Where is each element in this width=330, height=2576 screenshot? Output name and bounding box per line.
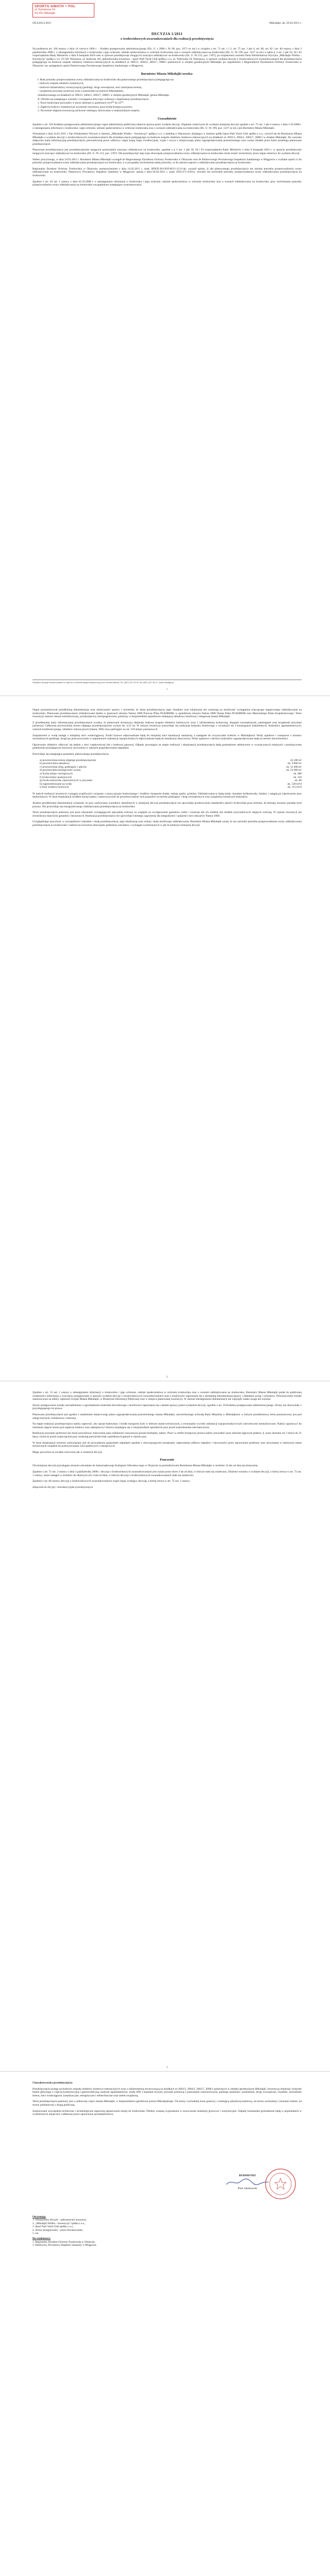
- page-2-body: [32, 708, 302, 830]
- paragraph: Teren przedsięwzięcia położony jest poza obszarami wymagającymi specjalnej ochrony ze względu na występowanie gatunków roślin i zwierząt lub ich siedlisk lub siedlisk przyrodniczych objętych ochroną. W rejonie inwestycji nie stwierdzono stanowisk gatunków chronionych. Realizacja przedsięwzięcia nie spowoduje istotnego zagrożenia dla integralności i spójności sieci obszarów Natura 2000.: [32, 811, 302, 818]
- parameter-label: e) liczba miejsc noclegowych: [40, 772, 73, 775]
- list-item: – urządzeniu przystani jachtowej wraz z pomostami na jeziorze Mikołajskim,: [38, 90, 124, 93]
- recipient-item: 3. Sport Park Yacht Club spółka z o.o.,: [32, 2225, 74, 2229]
- parameter-row: [40, 783, 302, 786]
- paragraph: Wnioskiem z dnia 14.01.2011 r. Pan Włodzimierz Wyrzyk w imieniu „Mikołajki Wielka – Inwestycja” spółka z o.o. z siedzibą w Warszawie, działający w imieniu spółki Sport Park Yacht Club spółka z o.o., zwrócił się do Burmistrza Miasta Mikołajki o wydanie decyzji o środowiskowych uwarunkowaniach dla przedsięwzięcia polegającego na budowie zespołu obiektów hotelowo-rekreacyjnych na działkach nr 2003/2, 2004/2, 2003/7, 2008/1 w obrębie Mikołajki. Do wniosku dołączono kartę informacyjną przedsięwzięcia, poświadczoną przez właściwy organ kopię mapy ewidencyjnej, wypis i wyrys z miejscowego planu zagospodarowania przestrzennego oraz wykaz działek przez które przebiega planowane przedsięwzięcie.: [32, 132, 302, 146]
- page-4-body: [32, 2081, 302, 2119]
- parameter-value: ok. 120 m³/d: [287, 782, 302, 786]
- list-item: 3. Na terenie objętym inwestycją zachować istniejący drzewostan w maksymalnym stopniu.: [38, 109, 140, 113]
- parameter-row: [40, 772, 302, 776]
- place-date: Mikołajki, dn. 29.03.2011 r.: [269, 22, 302, 25]
- footnote: Niniejsza decyzja została wydana w oparciu o dokumentację dostarczoną przez wnioskodawcę. Tel. (087) 421 90 00, fax (087) 421 90 01, www.mikolajki.pl: [32, 680, 302, 684]
- paragraph: Strony postępowania zostały zawiadomione o zgromadzeniu materiału dowodowego i możliwości zapoznania się z aktami sprawy przed wydaniem decyzji, zgodnie z art. 10 Kodeksu postępowania administracyjnego. Strony nie skorzystały z przysługującego im prawa.: [32, 1403, 302, 1411]
- parameter-value: ok. 60: [294, 779, 302, 783]
- page-number: 3: [166, 2066, 168, 2069]
- parameter-value: ok. 23 000 m²: [286, 769, 302, 772]
- paragraph: Zgodnie z art. 72 ust. 3 ustawy z dnia 3 października 2008 r. decyzja o środowiskowych uwarunkowaniach jest ważna przez okres 4 lat od dnia, w którym stała się ostateczna. Złożenie wniosku o wydanie decyzji, o której mowa w art. 72 ust. 1 ustawy, może nastąpić w terminie nie dłuższym niż 4 lata od dnia, w którym decyzja o środowiskowych uwarunkowaniach stała się ostateczna.: [32, 1470, 302, 1477]
- parameter-label: b) powierzchnia zabudowy: [40, 762, 70, 766]
- parameters-list: [40, 759, 302, 789]
- list-item: – budowie zespołu obiektów hotelowych,: [38, 82, 84, 86]
- reference-number: OŚ.6220.3.2011: [32, 22, 52, 25]
- parameter-value: ok. 115 m³/d: [287, 786, 302, 789]
- paragraph: W trakcie realizacji inwestycji wystąpią uciążliwości związane z pracą sprzętu budowlanego i środków transportu (hałas, emisja spalin, pylenie). Oddziaływania te będą miały charakter krótkotrwały, lokalny i ustąpią po zakończeniu prac budowlanych. W fazie eksploatacji źródłem emisji hałasu i zanieczyszczeń do powietrza będzie ruch pojazdów na terenie parkingów i dróg wewnętrznych oraz urządzenia techniczne budynków.: [32, 792, 302, 799]
- paragraph: Zastosowane rozwiązania techniczne i technologiczne zapewnią ograniczenie emisji do środowiska. Obiekty zostaną wyposażone w nowoczesne instalacje grzewcze i wentylacyjne. Odpady komunalne gromadzone będą w pojemnikach w wydzielonych miejscach i odbierane przez uprawnione przedsiębiorstwo.: [32, 2109, 302, 2116]
- orzeka-heading: Burmistrz Miasta Mikołajki orzeka:: [141, 72, 193, 76]
- parameter-label: i) ilość ścieków bytowych: [40, 786, 69, 789]
- parameter-label: g) liczba stanowisk cumowniczych w przystani: [40, 779, 92, 783]
- page-1-body: [32, 47, 302, 190]
- recipients-heading: Otrzymują:: [32, 2215, 46, 2218]
- document-subtitle: o środowiskowych uwarunkowaniach dla realizacji przedsięwzięcia: [120, 37, 214, 41]
- paragraph: Zgodnie z art. 104 Kodeksu postępowania administracyjnego organ administracji publicznej załatwia sprawę przez wydanie decyzji. Organem właściwym do wydania niniejszej decyzji zgodnie z art. 75 ust. 1 pkt 4 ustawy z dnia 3.10.2008 r. o udostępnianiu informacji o środowisku i jego ochronie, udziale społeczeństwa w ochronie środowiska oraz o ocenach oddziaływania na środowisko (Dz. U. Nr 199, poz. 1227 ze zm.) jest Burmistrz Miasta Mikołajki.: [32, 123, 302, 130]
- parameter-label: a) powierzchnia terenu objętego przedsięwzięciem: [40, 758, 96, 762]
- paragraph: Przedsięwzięcie polega na budowie zespołu obiektów hotelowo-rekreacyjnych wraz z infrastrukturą towarzyszącą na działkach nr 2003/2, 2004/2, 2003/7, 2008/1 położonych w obrębie geodezyjnym Mikołajki. Inwestycja obejmuje: budynek hotelu głównego z częścią konferencyjną i gastronomiczną, budynki apartamentowe, strefę SPA z basenem krytym, przystań jachtową z pomostami cumowniczymi, parkingi naziemne i podziemne, drogi wewnętrzne, chodniki, oświetlenie terenu, sieci wodociągowe, kanalizacyjne, energetyczne i teletechniczne oraz zieleń urządzoną.: [32, 2087, 302, 2097]
- page-number: 1: [166, 688, 168, 691]
- page-3-body: [32, 1391, 302, 1492]
- paragraph: Planowane przedsięwzięcie jest zgodne z ustaleniami miejscowego planu zagospodarowania przestrzennego miasta Mikołajki, zatwierdzonego uchwałą Rady Miejskiej w Mikołajkach, w którym przedmiotowy teren przeznaczony jest pod usługi turystyki, hotelarstwa i rekreacji.: [32, 1413, 302, 1420]
- parameter-value: ok. 310: [293, 775, 302, 779]
- paragraph: Przewiduje się następujące parametry planowanego przedsięwzięcia:: [32, 752, 109, 756]
- paragraph: Teren przedsięwzięcia położony jest w północnej części miasta Mikołajki, w bezpośrednim sąsiedztwie jeziora Mikołajskiego. Od strony wschodniej teren graniczy z istniejącą zabudową hotelową, od strony zachodniej z terenami zieleni, od strony południowej z drogą publiczną.: [32, 2100, 302, 2107]
- paragraph: Na etapie realizacji przedsięwzięcia należy zapewnić, aby sprzęt budowlany i środki transportu były w dobrym stanie technicznym, a ewentualne wycieki substancji ropopochodnych były niezwłocznie neutralizowane. Należy ograniczyć do minimum zajęcie terenu pod zaplecze budowy oraz zabezpieczyć drzewa znajdujące się w bezpośrednim sąsiedztwie prac przed uszkodzeniem mechanicznym.: [32, 1422, 302, 1429]
- list-item: 2. Zaplecze budowy zlokalizować na terenie inwestora, poza strefą brzegową jeziora.: [38, 105, 133, 109]
- uzasadnienie-heading: Uzasadnienie: [157, 116, 177, 121]
- parameter-label: c) powierzchnia dróg, parkingów i placów: [40, 765, 87, 769]
- list-item: zlokalizowanego na działkach nr 2003/2, 2004/2, 2003/7, 2008/1 w obrębie geodezyjnym Mikołajki, gmina Mikołajki.: [38, 93, 170, 97]
- list-item: II. Określa się następujące warunki i wymagania dotyczące realizacji i eksploatacji przedsięwzięcia:: [38, 97, 150, 101]
- paragraph: Wobec powyższego, w dniu 24.01.2011 r. Burmistrz Miasta Mikołajki wystąpił do Regionalnego Dyrektora Ochrony Środowiska w Olsztynie oraz do Państwowego Powiatowego Inspektora Sanitarnego w Mrągowie o wydanie opinii co do potrzeby przeprowadzenia oceny oddziaływania przedsięwzięcia na środowisko, a w przypadku stwierdzenia takiej potrzeby, co do zakresu raportu o oddziaływaniu przedsięwzięcia na środowisko.: [32, 158, 302, 165]
- parameter-row: [40, 762, 302, 766]
- signatory-name: Piotr Jakubowski: [238, 2187, 257, 2190]
- stamp-line-2: ul. Kamienna 14: [35, 8, 55, 11]
- signatory-role: BURMISTRZ: [239, 2174, 256, 2177]
- parameter-value: 45 200 m²: [290, 758, 302, 762]
- paragraph: Regionalny Dyrektor Ochrony Środowiska w Olsztynie, postanowieniem z dnia 14.02.2011 r. znak: RDOŚ-28-OOŚ-6613-12/11/ak, wyraził opinię, iż dla planowanego przedsięwzięcia nie istnieje potrzeba przeprowadzenia oceny oddziaływania na środowisko. Państwowy Powiatowy Inspektor Sanitarny w Mrągowie, opinią z dnia 04.02.2011 r. znak: ZNS.471-4/2011, również nie stwierdził potrzeby przeprowadzenia oceny oddziaływania przedsięwzięcia na środowisko.: [32, 167, 302, 178]
- notified-item: 1. Regionalny Dyrektor Ochrony Środowiska w Olsztynie,: [32, 2240, 95, 2244]
- paragraph: Realizacja przystani jachtowej nie może powodować zniszczenia pasa roślinności szuwarowej ponad niezbędny zakres. Prace w strefie brzegowej jeziora należy prowadzić poza okresem lęgowym ptaków, tj. poza okresem od 1 marca do 31 lipca, chyba że przed rozpoczęciem prac ornitolog potwierdzi brak zasiedlonych gniazd w rejonie prac.: [32, 1432, 302, 1438]
- paragraph: Uwzględniając powyższe, w szczególności charakter i skalę przedsięwzięcia, jego lokalizację oraz rodzaj i skalę możliwego oddziaływania, Burmistrz Miasta Mikołajki uznał, że nie zachodzi potrzeba przeprowadzenia oceny oddziaływania przedsięwzięcia na środowisko i nałożył na inwestora obowiązek spełnienia warunków i wymagań wymienionych w pkt II sentencji niniejszej decyzji.: [32, 820, 302, 827]
- document-title: DECYZJA 1/2011: [151, 32, 183, 36]
- page-divider: [0, 2071, 330, 2072]
- section-label: Charakterystyka przedsięwzięcia:: [32, 2081, 73, 2084]
- recipient-item: 5. a/a.: [32, 2232, 39, 2235]
- page-3: [32, 1386, 302, 2069]
- stamp-line-1: SPORTS SIMATH + POL: [35, 5, 76, 8]
- document-title-block: [32, 32, 302, 41]
- paragraph: Zgodnie z art. 63 ust. 1 ustawy z dnia 03.10.2008 r. o udostępnianiu informacji o środowisku i jego ochronie, udziale społeczeństwa w ochronie środowiska oraz o ocenach oddziaływania na środowisko, przy stwierdzaniu potrzeby przeprowadzenia oceny oddziaływania na środowisko uwzględniono następujące uwarunkowania:: [32, 180, 302, 187]
- parameter-row: [40, 786, 302, 789]
- stamp-line-3: 03-202 Mikołajki: [35, 12, 55, 15]
- attachment-note: Załącznik do decyzji: charakterystyka przedsięwzięcia: [32, 1485, 93, 1489]
- paragraph: Organ przeanalizował przedłożoną dokumentację oraz okoliczności sprawy i stwierdził, że skala przedsięwzięcia, jego charakter oraz lokalizacja nie wskazują na możliwość wystąpienia znaczącego negatywnego oddziaływania na środowisko. Planowane przedsięwzięcie zlokalizowane będzie w granicach obszaru Natura 2000 Puszcza Piska PLB280008, w sąsiedztwie obszaru Natura 2000 Ostoja Piska PLH280048 oraz Mazurskiego Parku Krajobrazowego. Teren inwestycji stanowi obszar zurbanizowany, przekształcony antropogenicznie, położony w bezpośrednim sąsiedztwie istniejącej zabudowy hotelowej i usługowej miasta Mikołajki.: [32, 708, 302, 719]
- list-item: – budowie infrastruktury towarzyszącej (parkingi, drogi wewnętrzne, sieci uzbrojenia terenu),: [38, 86, 142, 89]
- paragraph: W fazie eksploatacji inwestor zobowiązany jest do prowadzenia gospodarki odpadami zgodnie z obowiązującymi przepisami, zapewnienia odbioru odpadów i nieczystości przez uprawnione podmioty oraz utrzymania w należytym stanie technicznym urządzeń do podczyszczania wód opadowych i roztopowych.: [32, 1441, 302, 1448]
- paragraph: Ogrzewanie obiektów odbywać się będzie z sieci ciepłowniczej lub z kotłowni gazowej. Odpady powstające na etapie realizacji i eksploatacji przedsięwzięcia będą gromadzone selektywnie w wyznaczonych miejscach i przekazywane podmiotom posiadającym stosowne zezwolenia w zakresie gospodarowania odpadami.: [32, 743, 302, 750]
- parameter-row: [40, 759, 302, 762]
- parameter-row: [40, 779, 302, 783]
- parameter-label: h) zapotrzebowanie na wodę: [40, 782, 72, 786]
- page-number: 2: [166, 1376, 168, 1379]
- list-item: I. Brak potrzeby przeprowadzenia oceny oddziaływania na środowisko dla planowanego przedsięwzięcia polegającego na:: [38, 78, 174, 81]
- orzeka-list: [38, 78, 302, 113]
- parameter-label: f) liczba miejsc postojowych: [40, 775, 72, 779]
- recipient-item: 2. „Mikołajki Wielka – Inwestycja” spółka z o.o.,: [32, 2222, 86, 2225]
- pouczenie-heading: Pouczenie: [160, 1458, 174, 1462]
- page-4: [32, 2076, 302, 2576]
- page-1: [32, 0, 302, 691]
- parameter-value: ok. 9 800 m²: [287, 762, 302, 766]
- paragraph: Zgodnie z art. 33 ust. 1 ustawy o udostępnianiu informacji o środowisku i jego ochronie, udziale społeczeństwa w ochronie środowiska oraz o ocenach oddziaływania na środowisko, Burmistrz Miasta Mikołajki podał do publicznej wiadomości informację o wszczęciu postępowania w sprawie wydania decyzji o środowiskowych uwarunkowaniach oraz o możliwości zapoznania się z niezbędną dokumentacją sprawy i składania uwag i wniosków. Obwieszczenie zostało zamieszczone na tablicy ogłoszeń Urzędu Miasta Mikołajki, w Biuletynie Informacji Publicznej oraz w miejscu planowanej inwestycji. W okresie udostępnienia dokumentacji nie wpłynęły żadne uwagi ani wnioski.: [32, 1391, 302, 1401]
- parameter-value: ok. 12 400 m²: [286, 765, 302, 769]
- paragraph: Zgodnie z art. 86 ustawy decyzja o środowiskowych uwarunkowaniach wiąże organ wydający decyzję, o której mowa w art. 72 ust. 1 ustawy.: [32, 1480, 191, 1483]
- parameter-label: d) powierzchnia biologicznie czynna: [40, 769, 81, 772]
- office-stamp: [32, 3, 94, 18]
- paragraph: Analiza przedłożonej dokumentacji wykazała, że przy zachowaniu warunków określonych w niniejszej decyzji przedsięwzięcie nie spowoduje przekroczenia standardów jakości środowiska poza terenem, do którego inwestor posiada tytuł prawny. Nie przewiduje się transgranicznego oddziaływania przedsięwzięcia na środowisko.: [32, 802, 302, 808]
- paragraph: Mając powyższe na uwadze orzeczono jak w sentencji decyzji.: [32, 1450, 103, 1454]
- paragraph: Planowane przedsięwzięcie jest przedsięwzięciem mogącym potencjalnie znacząco oddziaływać na środowisko, zgodnie z § 3 ust. 1 pkt 56, 58 i 63 rozporządzenia Rady Ministrów z dnia 9 listopada 2010 r. w sprawie przedsięwzięć mogących znacząco oddziaływać na środowisko (Dz. U. Nr 213, poz. 1397). Dla przedsięwzięć tego typu obowiązek przeprowadzenia oceny oddziaływania na środowisko może zostać stwierdzony przez organ właściwy do wydania decyzji.: [32, 148, 302, 156]
- parameter-row: [40, 769, 302, 772]
- recipient-item: 4. Strony postępowania – przez obwieszczenie,: [32, 2228, 84, 2232]
- paragraph: Od niniejszej decyzji przysługuje stronom odwołanie do Samorządowego Kolegium Odwoławczego w Olsztynie za pośrednictwem Burmistrza Miasta Mikołajki w terminie 14 dni od dnia jej doręczenia.: [32, 1464, 258, 1468]
- recipients-block: [32, 2215, 187, 2247]
- recipient-item: 1. Włodzimierz Wyrzyk – pełnomocnik inwestora,: [32, 2218, 87, 2222]
- notified-heading: Do wiadomości:: [32, 2237, 51, 2241]
- paragraph: Na podstawie art. 104 ustawy z dnia 14 czerwca 1960 r. – Kodeks postępowania administracyjnego (Dz. U. z 2000 r. Nr 98, poz. 1071 ze zm.) w związku z art. 71 ust. 1 i 2, art. 75 ust. 1 pkt 4, art. 80, art. 82 i art. 84 ustawy z dnia 3 października 2008 r. o udostępnianiu informacji o środowisku i jego ochronie, udziale społeczeństwa w ochronie środowiska oraz o ocenach oddziaływania na środowisko (Dz. U. Nr 199, poz. 1227 ze zm.) a także § 3 ust. 1 pkt 56, 58 i 63 rozporządzenia Rady Ministrów z dnia 9 listopada 2010 roku w sprawie przedsięwzięć mogących znacząco oddziaływać na środowisko (Dz. U. Nr 213, poz. 1397), po rozpatrzeniu wniosku Pana Włodzimierza Wyrzyka „Mikołajki Wielka – Inwestycja” spółka z o.o. 01-581 Warszawa, ul. Kielecka 101, pełnomocnika inwestora – Sport Park Yacht Club spółka z o.o. ul. Wołowska 18, Warszawa, w sprawie wydania decyzji o środowiskowych uwarunkowaniach dla przedsięwzięcia polegającego na budowie zespołu obiektów hotelowo-rekreacyjnych na działkach nr 2003/2, 2004/2, 2003/7, 2008/1 położonych w obrębie geodezyjnym Mikołajki, po uzgodnieniu z Regionalnym Dyrektorem Ochrony Środowiska w Olsztynie i po zasięgnięciu opinii Państwowego Powiatowego Inspektora Sanitarnego w Mrągowie,: [32, 47, 302, 67]
- page-2: [32, 703, 302, 1379]
- list-item: 1. Prace budowlane prowadzić w porze dziennej w godzinach od 6⁰⁰ do 22⁰⁰.: [38, 101, 124, 105]
- paragraph: Z przedłożonej karty informacyjnej przedsięwzięcia wynika, że planowana inwestycja obejmuje budowę zespołu obiektów hotelowych wraz z infrastrukturą techniczną, drogami wewnętrznymi, parkingami oraz urządzenie przystani jachtowej. Całkowita powierzchnia terenu objętego przedsięwzięciem wynosi ok. 4,52 ha. W ramach inwestycji przewiduje się realizację budynku hotelowego o wysokości do 4 kondygnacji nadziemnych, budynków apartamentowych, centrum konferencyjnego, obiektów rekreacyjnych (basen, SPA) oraz parkingów na ok. 310 miejsc postojowych.: [32, 721, 302, 731]
- parameter-value: ok. 480: [293, 772, 302, 775]
- paragraph: Zaopatrzenie w wodę nastąpi z miejskiej sieci wodociągowej. Ścieki bytowe odprowadzane będą do miejskiej sieci kanalizacji sanitarnej, a następnie do oczyszczalni ścieków w Mikołajkach. Wody opadowe i roztopowe z terenów utwardzonych (parkingi, drogi) po podczyszczeniu w separatorach substancji ropopochodnych odprowadzane będą do kanalizacji deszczowej. Wody opadowe z dachów budynków zagospodarowane będą na terenie nieruchomości.: [32, 734, 302, 741]
- round-seal-icon: [265, 2168, 296, 2200]
- notified-item: 2. Państwowy Powiatowy Inspektor Sanitarny w Mrągowie.: [32, 2244, 97, 2247]
